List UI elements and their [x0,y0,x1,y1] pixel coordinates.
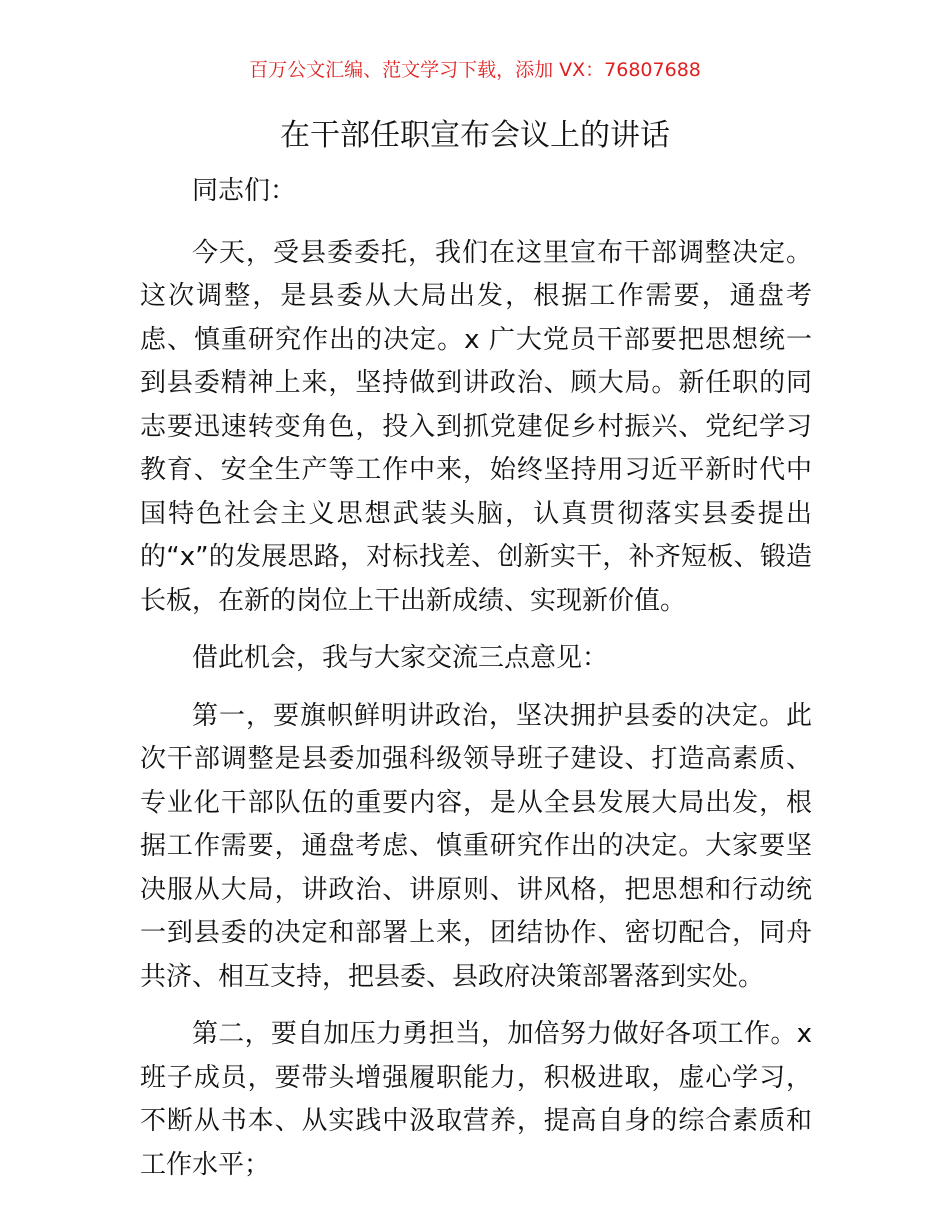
paragraph-3: 第一，要旗帜鲜明讲政治，坚决拥护县委的决定。此次干部调整是县委加强科级领导班子建设、打造高素质、专业化干部队伍的重要内容，是从全县发展大局出发，根据工作需要，通盘考虑、慎重研究作出的决定。大家要坚决服从大局，讲政治、讲原则、讲风格，把思想和行动统一到县委的决定和部署上来，团结协作、密切配合，同舟共济、相互支持，把县委、县政府决策部署落到实处。 [140,700,812,992]
document-body [140,170,812,1201]
paragraph-1: 今天，受县委委托，我们在这里宣布干部调整决定。这次调整，是县委从大局出发，根据工作需要，通盘考虑、慎重研究作出的决定。x 广大党员干部要把思想统一到县委精神上来，坚持做到讲政治、顾大局。新任职的同志要迅速转变角色，投入到抓党建促乡村振兴、党纪学习教育、安全生产等工作中来，始终坚持用习近平新时代中国特色社会主义思想武装头脑，认真贯彻落实县委提出的“x”的发展思路，对标找差、创新实干，补齐短板、锻造长板，在新的岗位上干出新成绩、实现新价值。 [140,237,812,616]
header-watermark-note: 百万公文汇编、范文学习下载，添加 VX：76807688 [249,59,701,81]
page-title: 在干部任职宣布会议上的讲话 [280,118,670,153]
paragraph-4: 第二，要自加压力勇担当，加倍努力做好各项工作。x 班子成员，要带头增强履职能力，积极进取，虚心学习，不断从书本、从实践中汲取营养，提高自身的综合素质和工作水平； [140,1019,812,1180]
salutation: 同志们： [192,176,297,206]
paragraph-2: 借此机会，我与大家交流三点意见： [192,643,609,673]
